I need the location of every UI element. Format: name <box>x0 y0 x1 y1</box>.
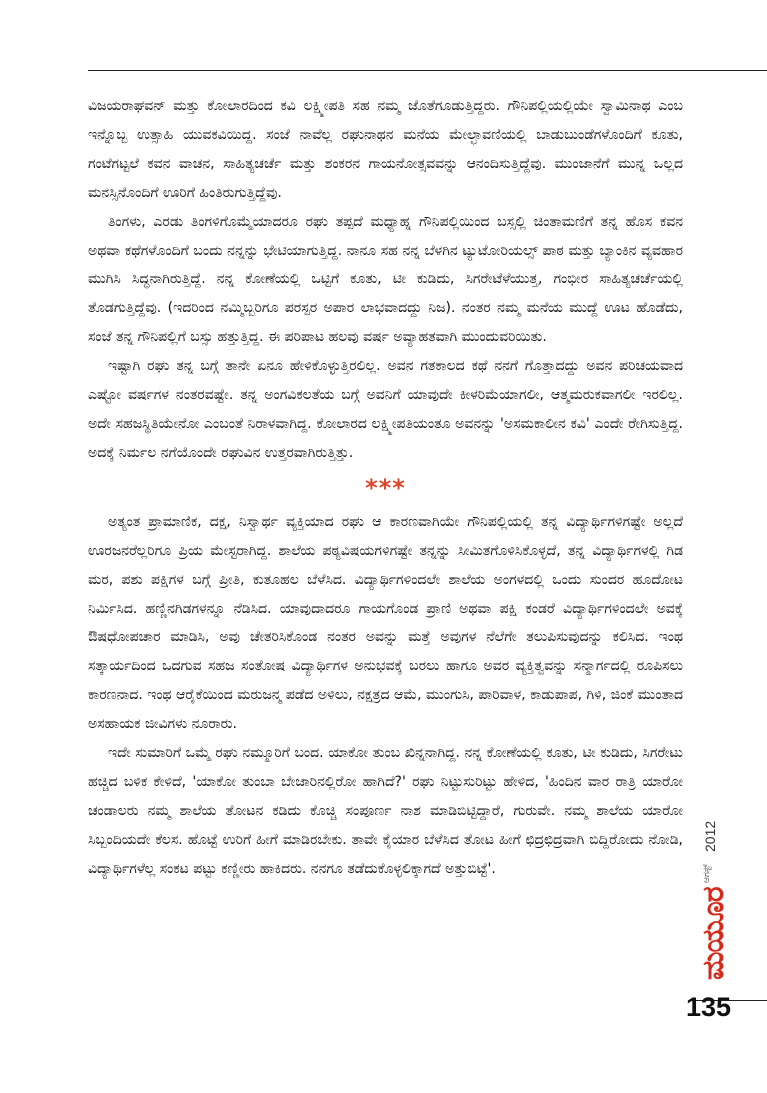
page-footer-sidebar <box>690 820 750 1020</box>
header-rule <box>88 70 767 71</box>
magazine-logo: ಮಯೂರ <box>696 887 731 980</box>
paragraph-3: ಇಷ್ಟಾಗಿ ರಘು ತನ್ನ ಬಗ್ಗೆ ತಾನೇ ಏನೂ ಹೇಳಿಕೊಳ್ಳುತ್ತಿರಲಿಲ್ಲ. ಅವನ ಗತಕಾಲದ ಕಥೆ ನನಗೆ ಗೊತ್ತಾದದ್ದು ಅವನ ಪರಿಚಯವಾದ ಎಷ್ಟೋ ವರ್ಷಗಳ ನಂತರವಷ್ಟೇ. ತನ್ನ ಅಂಗವಿಕಲತೆಯ ಬಗ್ಗೆ ಅವನಿಗೆ ಯಾವುದೇ ಕೀಳರಿಮೆಯಾಗಲೀ, ಆತ್ಮಮರುಕವಾಗಲೀ ಇರಲಿಲ್ಲ. ಅದೇ ಸಹಜಸ್ಥಿತಿಯೇನೋ ಎಂಬಂತೆ ನಿರಾಳವಾಗಿದ್ದ. ಕೋಲಾರದ ಲಕ್ಷ್ಮೀಪತಿಯಂತೂ ಅವನನ್ನು 'ಅಸಮಕಾಲೀನ ಕವಿ' ಎಂದೇ ರೇಗಿಸುತ್ತಿದ್ದ. ಅದಕ್ಕೆ ನಿರ್ಮಲ ನಗೆಯೊಂದೇ ರಘುವಿನ ಉತ್ತರವಾಗಿರುತ್ತಿತ್ತು. <box>88 358 683 461</box>
page-number: 135 <box>686 992 732 1022</box>
issue-month: ಆಗಸ್ಟ್ <box>702 863 712 883</box>
paragraph-1: ವಿಜಯರಾಘವನ್ ಮತ್ತು ಕೋಲಾರದಿಂದ ಕವಿ ಲಕ್ಷ್ಮೀಪತಿ ಸಹ ನಮ್ಮ ಜೊತೆಗೂಡುತ್ತಿದ್ದರು. ಗೌನಿಪಲ್ಲಿಯಲ್ಲಿಯೇ ಸ್ವಾಮಿನಾಥ ಎಂಬ ಇನ್ನೊಬ್ಬ ಉತ್ಸಾಹಿ ಯುವಕವಿಯಿದ್ದ. ಸಂಜೆ ನಾವೆಲ್ಲ ರಘುನಾಥನ ಮನೆಯ ಮೇಲ್ಛಾವಣಿಯಲ್ಲಿ ಬಾಡುಬುಂಡೆಗಳೊಂದಿಗೆ ಕೂತು, ಗಂಟೆಗಟ್ಟಲೆ ಕವನ ವಾಚನ, ಸಾಹಿತ್ಯಚರ್ಚೆ ಮತ್ತು ಶಂಕರನ ಗಾಯನೋತ್ಸವವನ್ನು ಆನಂದಿಸುತ್ತಿದ್ದೆವು. ಮುಂಜಾನೆಗೆ ಮುನ್ನ ಒಲ್ಲದ ಮನಸ್ಸಿನೊಂದಿಗೆ ಊರಿಗೆ ಹಿಂತಿರುಗುತ್ತಿದ್ದೆವು. <box>88 98 683 201</box>
paragraph-5: ಇದೇ ಸುಮಾರಿಗೆ ಒಮ್ಮೆ ರಘು ನಮ್ಮೂರಿಗೆ ಬಂದ. ಯಾಕೋ ತುಂಬ ಖಿನ್ನನಾಗಿದ್ದ. ನನ್ನ ಕೋಣೆಯಲ್ಲಿ ಕೂತು, ಟೀ ಕುಡಿದು, ಸಿಗರೇಟು ಹಚ್ಚಿದ ಬಳಿಕ ಕೇಳಿದೆ, 'ಯಾಕೋ ತುಂಬಾ ಬೇಜಾರಿನಲ್ಲಿರೋ ಹಾಗಿದೆ?' ರಘು ನಿಟ್ಟುಸುರಿಟ್ಟು ಹೇಳಿದ, 'ಹಿಂದಿನ ವಾರ ರಾತ್ರಿ ಯಾರೋ ಚಂಡಾಲರು ನಮ್ಮ ಶಾಲೆಯ ತೋಟನ ಕಡಿದು ಕೊಚ್ಚಿ ಸಂಪೂರ್ಣ ನಾಶ ಮಾಡಿಬಿಟ್ಟಿದ್ದಾರೆ, ಗುರುವೇ. ನಮ್ಮ ಶಾಲೆಯ ಯಾರೋ ಸಿಬ್ಬಂದಿಯದೇ ಕೆಲಸ. ಹೊಟ್ಟೆ ಉರಿಗೆ ಹೀಗೆ ಮಾಡಿರಬೇಕು. ತಾವೇ ಕೈಯಾರ ಬೆಳೆಸಿದ ತೋಟ ಹೀಗೆ ಛಿದ್ರಛಿದ್ರವಾಗಿ ಬಿದ್ದಿರೋದು ನೋಡಿ, ವಿದ್ಯಾರ್ಥಿಗಳೆಲ್ಲ ಸಂಕಟ ಪಟ್ಟು ಕಣ್ಣೀರು ಹಾಕಿದರು. ನನಗೂ ತಡೆದುಕೊಳ್ಳಲಿಕ್ಕಾಗದೆ ಅತ್ತುಬಿಟ್ಟೆ'. <box>88 745 683 877</box>
paragraph-2: ತಿಂಗಳು, ಎರಡು ತಿಂಗಳಿಗೊಮ್ಮೆಯಾದರೂ ರಘು ತಪ್ಪದೆ ಮಧ್ಯಾಹ್ನ ಗೌನಿಪಲ್ಲಿಯಿಂದ ಬಸ್ಸಲ್ಲಿ ಚಿಂತಾಮಣಿಗೆ ತನ್ನ ಹೊಸ ಕವನ ಅಥವಾ ಕಥೆಗಳೊಂದಿಗೆ ಬಂದು ನನ್ನನ್ನು ಭೇಟಿಯಾಗುತ್ತಿದ್ದ. ನಾನೂ ಸಹ ನನ್ನ ಬೆಳಗಿನ ಟ್ಯುಟೋರಿಯಲ್ಸ್ ಪಾಠ ಮತ್ತು ಬ್ಯಾಂಕಿನ ವ್ಯವಹಾರ ಮುಗಿಸಿ ಸಿದ್ಧನಾಗಿರುತ್ತಿದ್ದೆ. ನನ್ನ ಕೋಣೆಯಲ್ಲಿ ಒಟ್ಟಿಗೆ ಕೂತು, ಟೀ ಕುಡಿದು, ಸಿಗರೇಟೆಳೆಯುತ್ತ, ಗಂಭೀರ ಸಾಹಿತ್ಯಚರ್ಚೆಯಲ್ಲಿ ತೊಡಗುತ್ತಿದ್ದೆವು. (ಇದರಿಂದ ನಮ್ಮಿಬ್ಬರಿಗೂ ಪರಸ್ಪರ ಅಪಾರ ಲಾಭವಾದದ್ದು ನಿಜ). ನಂತರ ನಮ್ಮ ಮನೆಯ ಮುದ್ದೆ ಊಟ ಹೊಡೆದು, ಸಂಜೆ ತನ್ನ ಗೌನಿಪಲ್ಲಿಗೆ ಬಸ್ಸು ಹತ್ತುತ್ತಿದ್ದ. ಈ ಪರಿಪಾಟ ಹಲವು ವರ್ಷ ಅವ್ಯಾಹತವಾಗಿ ಮುಂದುವರಿಯಿತು. <box>88 213 683 346</box>
paragraph-4: ಅತ್ಯಂತ ಪ್ರಾಮಾಣಿಕ, ದಕ್ಷ, ನಿಸ್ವಾರ್ಥ ವ್ಯಕ್ತಿಯಾದ ರಘು ಆ ಕಾರಣವಾಗಿಯೇ ಗೌನಿಪಲ್ಲಿಯಲ್ಲಿ ತನ್ನ ವಿದ್ಯಾರ್ಥಿಗಳಿಗಷ್ಟೇ ಅಲ್ಲದೆ ಊರಜನರೆಲ್ಲರಿಗೂ ಪ್ರಿಯ ಮೇಸ್ಟರಾಗಿದ್ದ. ಶಾಲೆಯ ಪಠ್ಯವಿಷಯಗಳಿಗಷ್ಟೇ ತನ್ನನ್ನು ಸೀಮಿತಗೊಳಿಸಿಕೊಳ್ಳದೆ, ತನ್ನ ವಿದ್ಯಾರ್ಥಿಗಳಲ್ಲಿ ಗಿಡ ಮರ, ಪಶು ಪಕ್ಷಿಗಳ ಬಗ್ಗೆ ಪ್ರೀತಿ, ಕುತೂಹಲ ಬೆಳೆಸಿದ. ವಿದ್ಯಾರ್ಥಿಗಳಿಂದಲೇ ಶಾಲೆಯ ಅಂಗಳದಲ್ಲಿ ಒಂದು ಸುಂದರ ಹೂದೋಟ ನಿರ್ಮಿಸಿದ. ಹಣ್ಣಿನಗಿಡಗಳನ್ನೂ ನೆಡಿಸಿದ. ಯಾವುದಾದರೂ ಗಾಯಗೊಂಡ ಪ್ರಾಣಿ ಅಥವಾ ಪಕ್ಷಿ ಕಂಡರೆ ವಿದ್ಯಾರ್ಥಿಗಳಿಂದಲೇ ಅವಕ್ಕೆ ಔಷಧೋಪಚಾರ ಮಾಡಿಸಿ, ಅವು ಚೇತರಿಸಿಕೊಂಡ ನಂತರ ಅವನ್ನು ಮತ್ತೆ ಅವುಗಳ ನೆಲೆಗೇ ತಲುಪಿಸುವುದನ್ನು ಕಲಿಸಿದ. ಇಂಥ ಸತ್ಕಾರ್ಯದಿಂದ ಒದಗುವ ಸಹಜ ಸಂತೋಷ ವಿದ್ಯಾರ್ಥಿಗಳ ಅನುಭವಕ್ಕೆ ಬರಲು ಹಾಗೂ ಅವರ ವ್ಯಕ್ತಿತ್ವವನ್ನು ಸನ್ಮಾರ್ಗದಲ್ಲಿ ರೂಪಿಸಲು ಕಾರಣನಾದ. ಇಂಥ ಆರೈಕೆಯಿಂದ ಮರುಜನ್ಮ ಪಡೆದ ಅಳಿಲು, ನಕ್ಷತ್ರದ ಆಮೆ, ಮುಂಗುಸಿ, ಪಾರಿವಾಳ, ಕಾಡುಪಾಪ, ಗಿಳಿ, ಜಿಂಕೆ ಮುಂತಾದ ಅಸಹಾಯಕ ಜೀವಿಗಳು ನೂರಾರು. <box>88 513 683 733</box>
article-body <box>88 92 683 884</box>
issue-year: 2012 <box>702 820 718 852</box>
section-separator: *** <box>365 473 406 502</box>
